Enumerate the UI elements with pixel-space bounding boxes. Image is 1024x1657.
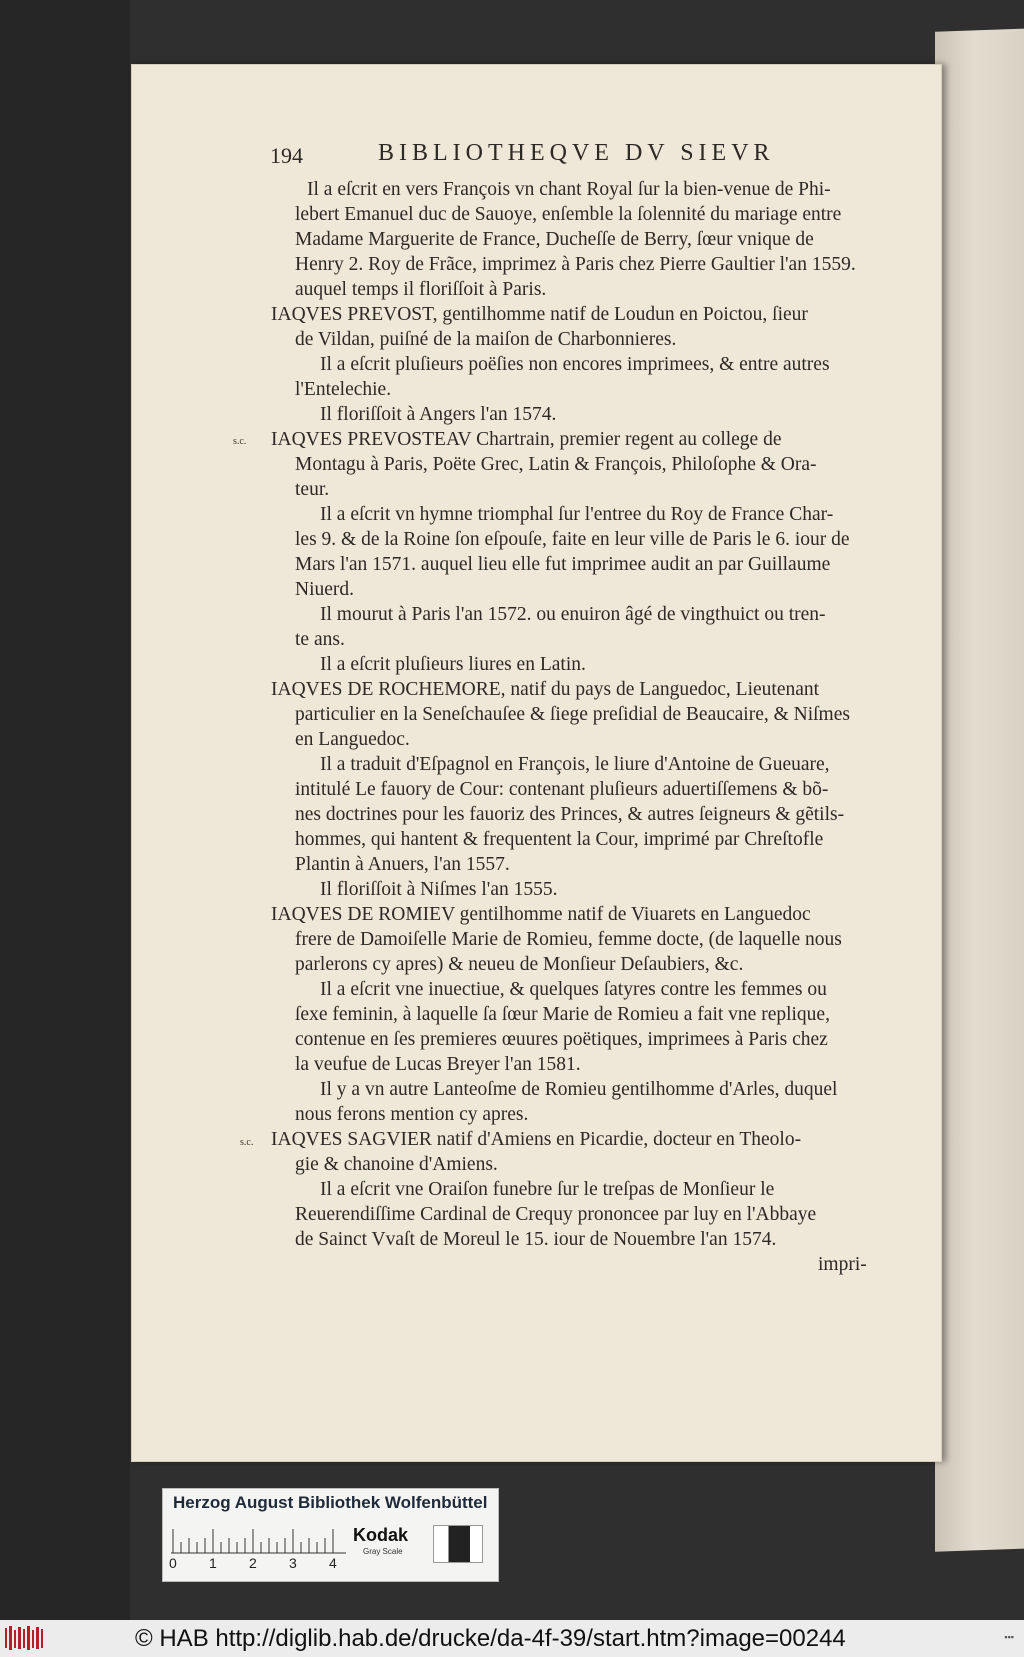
text-line: Madame Marguerite de France, Ducheſſe de Berry, ſœur vnique de xyxy=(295,229,814,250)
text-line: Il a eſcrit vne inuectiue, & quelques ſatyres contre les femmes ou xyxy=(320,979,827,1000)
entry-heading: IAQVES PREVOSTEAV Chartrain, premier regent au college de xyxy=(271,429,782,450)
text-line: auquel temps il floriſſoit à Paris. xyxy=(295,279,547,300)
text-line: nes doctrines pour les fauoriz des Princes, & autres ſeigneurs & gẽtils- xyxy=(295,804,845,825)
text-line: ſexe feminin, à laquelle ſa ſœur Marie de Romieu a fait vne replique, xyxy=(295,1004,830,1025)
facing-page-edge xyxy=(935,28,1024,1551)
text-line: Niuerd. xyxy=(295,579,355,600)
margin-note: s.c. xyxy=(240,1137,254,1148)
gray-scale-swatch xyxy=(433,1525,483,1563)
footer-tag-icon: ▪▪▪ xyxy=(1004,1632,1014,1642)
color-ruler-card xyxy=(162,1488,499,1582)
ruler-number: 1 xyxy=(209,1555,217,1571)
ruler-number: 2 xyxy=(249,1555,257,1571)
text-line: lebert Emanuel duc de Sauoye, enſemble la ſolennité du mariage entre xyxy=(295,204,842,225)
text-line: frere de Damoiſelle Marie de Romieu, femme docte, (de laquelle nous xyxy=(295,929,842,950)
text-line: hommes, qui hantent & frequentent la Cour, imprimé par Chreſtofle xyxy=(295,829,824,850)
text-line: Il floriſſoit à Angers l'an 1574. xyxy=(320,404,557,425)
text-line: Reuerendiſſime Cardinal de Crequy prononcee par luy en l'Abbaye xyxy=(295,1204,817,1225)
text-line: intitulé Le fauory de Cour: contenant pluſieurs aduertiſſemens & bõ- xyxy=(295,779,829,800)
text-line: Il a eſcrit vn hymne triomphal ſur l'entree du Roy de France Char- xyxy=(320,504,834,525)
text-line: gie & chanoine d'Amiens. xyxy=(295,1154,498,1175)
text-line: l'Entelechie. xyxy=(295,379,392,400)
text-line: la veufue de Lucas Breyer l'an 1581. xyxy=(295,1054,581,1075)
text-line: contenue en ſes premieres œuures poëtiques, imprimees à Paris chez xyxy=(295,1029,828,1050)
text-line: de Sainct Vvaſt de Moreul le 15. iour de Nouembre l'an 1574. xyxy=(295,1229,777,1250)
text-line: Il a eſcrit pluſieurs poëſies non encores imprimees, & entre autres xyxy=(320,354,830,375)
ruler-number: 3 xyxy=(289,1555,297,1571)
text-line: Il a eſcrit en vers François vn chant Royal ſur la bien-venue de Phi- xyxy=(307,179,831,200)
entry-heading: IAQVES SAGVIER natif d'Amiens en Picardie, docteur en Theolo- xyxy=(271,1129,802,1150)
text-line: parlerons cy apres) & neueu de Monſieur Deſaubiers, &c. xyxy=(295,954,744,975)
copyright-url[interactable]: © HAB http://diglib.hab.de/drucke/da-4f-39/start.htm?image=00244 xyxy=(135,1625,846,1652)
text-line: Plantin à Anuers, l'an 1557. xyxy=(295,854,510,875)
footer-bar xyxy=(0,1620,1024,1657)
kodak-logo: Kodak xyxy=(353,1525,409,1545)
page-number: 194 xyxy=(270,143,303,168)
text-line: teur. xyxy=(295,479,330,500)
text-line: Mars l'an 1571. auquel lieu elle fut imprimee audit an par Guillaume xyxy=(295,554,831,575)
running-title: BIBLIOTHEQVE DV SIEVR xyxy=(378,140,775,166)
text-line: les 9. & de la Roine ſon eſpouſe, faite en leur ville de Paris le 6. iour de xyxy=(295,529,850,550)
text-line: Il mourut à Paris l'an 1572. ou enuiron âgé de vingthuict ou tren- xyxy=(320,604,826,625)
entry-heading: IAQVES PREVOST, gentilhomme natif de Loudun en Poictou, ſieur xyxy=(271,304,808,325)
text-line: nous ferons mention cy apres. xyxy=(295,1104,529,1125)
ruler-ticks xyxy=(171,1524,346,1554)
text-line: te ans. xyxy=(295,629,345,650)
ruler-number: 4 xyxy=(329,1555,337,1571)
text-line: Il y a vn autre Lanteoſme de Romieu gentilhomme d'Arles, duquel xyxy=(320,1079,838,1100)
gray-scale-label: Gray Scale xyxy=(363,1547,403,1556)
dark-background xyxy=(0,0,130,1620)
text-line: Il a eſcrit pluſieurs liures en Latin. xyxy=(320,654,586,675)
text-line: Il a traduit d'Eſpagnol en François, le liure d'Antoine de Gueuare, xyxy=(320,754,830,775)
text-line: Il floriſſoit à Niſmes l'an 1555. xyxy=(320,879,558,900)
catchword: impri- xyxy=(818,1254,867,1275)
text-line: Henry 2. Roy de Frãce, imprimez à Paris chez Pierre Gaultier l'an 1559. xyxy=(295,254,856,275)
text-line: de Vildan, puiſné de la maiſon de Charbonnieres. xyxy=(295,329,677,350)
library-label: Herzog August Bibliothek Wolfenbüttel xyxy=(173,1493,488,1512)
entry-heading: IAQVES DE ROMIEV gentilhomme natif de Viuarets en Languedoc xyxy=(271,904,811,925)
text-line: Il a eſcrit vne Oraiſon funebre ſur le treſpas de Monſieur le xyxy=(320,1179,775,1200)
text-line: Montagu à Paris, Poëte Grec, Latin & François, Philoſophe & Ora- xyxy=(295,454,817,475)
margin-note: s.c. xyxy=(233,436,247,447)
entry-heading: IAQVES DE ROCHEMORE, natif du pays de Languedoc, Lieutenant xyxy=(271,679,820,700)
hab-barcode-icon xyxy=(4,1624,46,1652)
ruler-number: 0 xyxy=(169,1555,177,1571)
text-line: particulier en la Seneſchauſee & ſiege preſidial de Beaucaire, & Niſmes xyxy=(295,704,850,725)
text-line: en Languedoc. xyxy=(295,729,410,750)
